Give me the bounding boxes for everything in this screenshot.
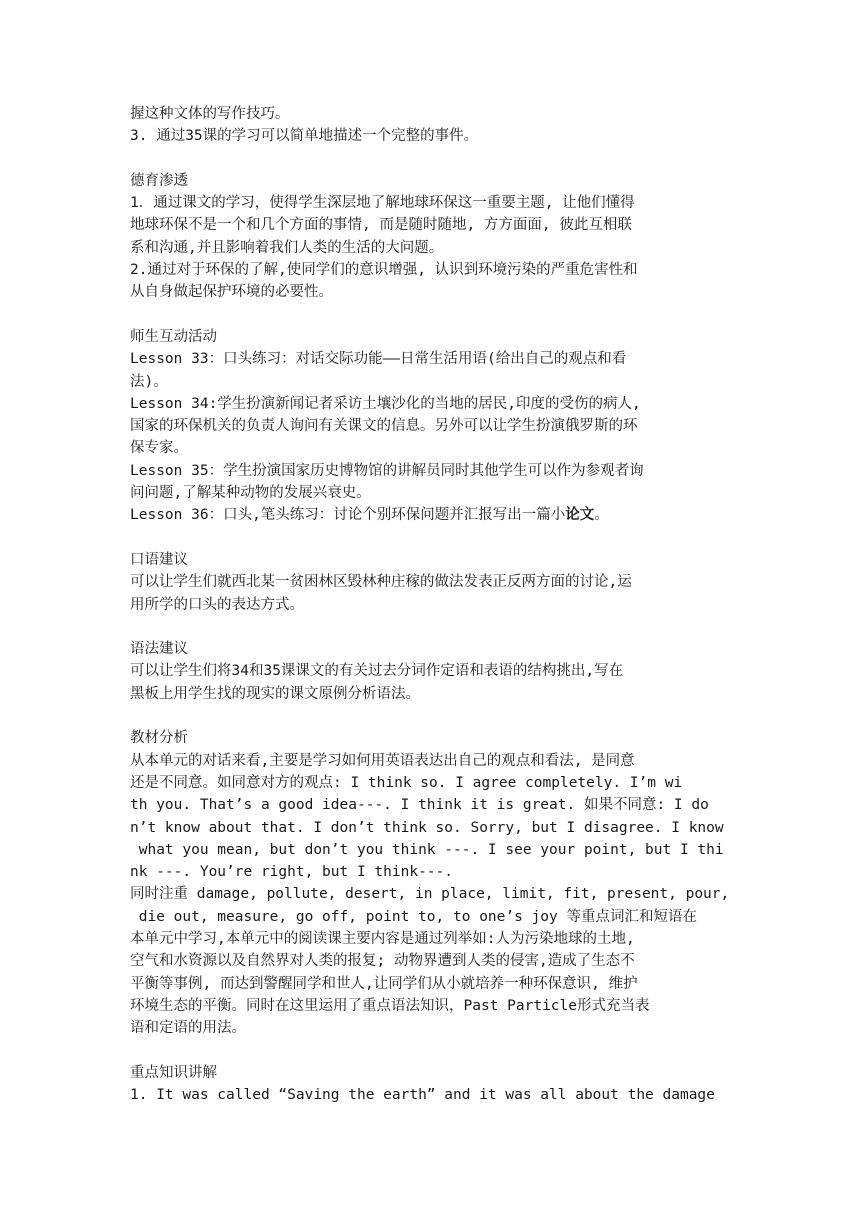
blank-line [130, 304, 735, 326]
text-line: 握这种文体的写作技巧。 [130, 106, 290, 122]
text-line: 平衡等事例, 而达到警醒同学和世人,让同学们从小就培养一种环保意识, 维护 [130, 975, 638, 992]
section-heading-grammar: 语法建议 [130, 641, 188, 658]
section-heading-analysis: 教材分析 [130, 730, 188, 747]
section-heading-moral: 德育渗透 [130, 172, 188, 189]
text-line: 用所学的口头的表达方式。 [130, 596, 304, 613]
text-line: 保专家。 [130, 440, 188, 457]
text-line: die out, measure, go off, point to, to one’s joy 等重点词汇和短语在 [130, 908, 697, 925]
text-line: 环境生态的平衡。同时在这里运用了重点语法知识，Past Particle形式充当表 [130, 997, 650, 1014]
text-line: 语和定语的用法。 [130, 1020, 246, 1037]
blank-line [130, 1039, 735, 1061]
text-line: Lesson 33：口头练习：对话交际功能——日常生活用语(给出自己的观点和看 [130, 351, 627, 368]
text-line: nk ---. You’re right, but I think---. [130, 864, 454, 881]
text-line: th you. That’s a good idea---. I think it is great. 如果不同意: I do [130, 797, 709, 814]
text-line: 1. It was called “Saving the earth” and it was all about the damage [130, 1087, 715, 1104]
text-line: 法)。 [130, 373, 168, 390]
text-line: 3. 通过35课的学习可以简单地描述一个完整的事件。 [130, 128, 479, 145]
text-line: Lesson 34:学生扮演新闻记者采访土壤沙化的当地的居民,印度的受伤的病人, [130, 395, 641, 412]
section-heading-keypoints: 重点知识讲解 [130, 1064, 217, 1081]
text-line: 国家的环保机关的负责人询问有关课文的信息。另外可以让学生扮演俄罗斯的环 [130, 418, 638, 435]
text-line: 本单元中学习,本单元中的阅读课主要内容是通过列举如:人为污染地球的土地, [130, 930, 635, 947]
text-line: 2.通过对于环保的了解,使同学们的意识增强, 认识到环境污染的严重危害性和 [130, 262, 638, 279]
text-run: Lesson 36：口头,笔头练习：讨论个别环保问题并汇报写出一篇小 [130, 507, 566, 524]
section-heading-oral: 口语建议 [130, 551, 188, 568]
text-run: 。 [594, 507, 609, 524]
text-line: 1．通过课文的学习，使得学生深层地了解地球环保这一重要主题, 让他们懂得 [130, 195, 635, 212]
blank-line [130, 705, 735, 727]
text-line: 系和沟通,并且影响着我们人类的生活的大问题。 [130, 239, 444, 256]
text-line: 还是不同意。如同意对方的观点: I think so. I agree completely. I’m wi [130, 774, 683, 791]
section-heading-interaction: 师生互动活动 [130, 328, 217, 345]
document-body [130, 103, 735, 1106]
blank-line [130, 527, 735, 549]
text-line: Lesson 35：学生扮演国家历史博物馆的讲解员同时其他学生可以作为参观者询 [130, 462, 644, 479]
bold-keyword: 论文 [565, 507, 595, 524]
text-line: 可以让学生们将34和35课课文的有关过去分词作定语和表语的结构挑出,写在 [130, 663, 624, 680]
text-line: what you mean, but don’t you think ---. I see your point, but I thi [130, 841, 724, 858]
text-line: 可以让学生们就西北某一贫困林区毁林种庄稼的做法发表正反两方面的讨论,运 [130, 574, 632, 591]
text-line: 问问题,了解某种动物的发展兴衰史。 [130, 485, 371, 502]
text-line: n’t know about that. I don’t think so. Sorry, but I disagree. I know [130, 819, 724, 836]
blank-line [130, 148, 735, 170]
text-line-lesson36 [130, 504, 735, 526]
text-line: 地球环保不是一个和几个方面的事情, 而是随时随地, 方方面面, 彼此互相联 [130, 217, 632, 234]
text-line: 空气和水资源以及自然界对人类的报复; 动物界遭到人类的侵害,造成了生态不 [130, 953, 635, 970]
text-line: 同时注重 damage, pollute, desert, in place, limit, fit, present, pour, [130, 886, 730, 903]
blank-line [130, 616, 735, 638]
text-line: 从自身做起保护环境的必要性。 [130, 284, 333, 301]
text-line: 黑板上用学生找的现实的课文原例分析语法。 [130, 685, 420, 702]
text-line: 从本单元的对话来看,主要是学习如何用英语表达出自己的观点和看法, 是同意 [130, 752, 635, 769]
